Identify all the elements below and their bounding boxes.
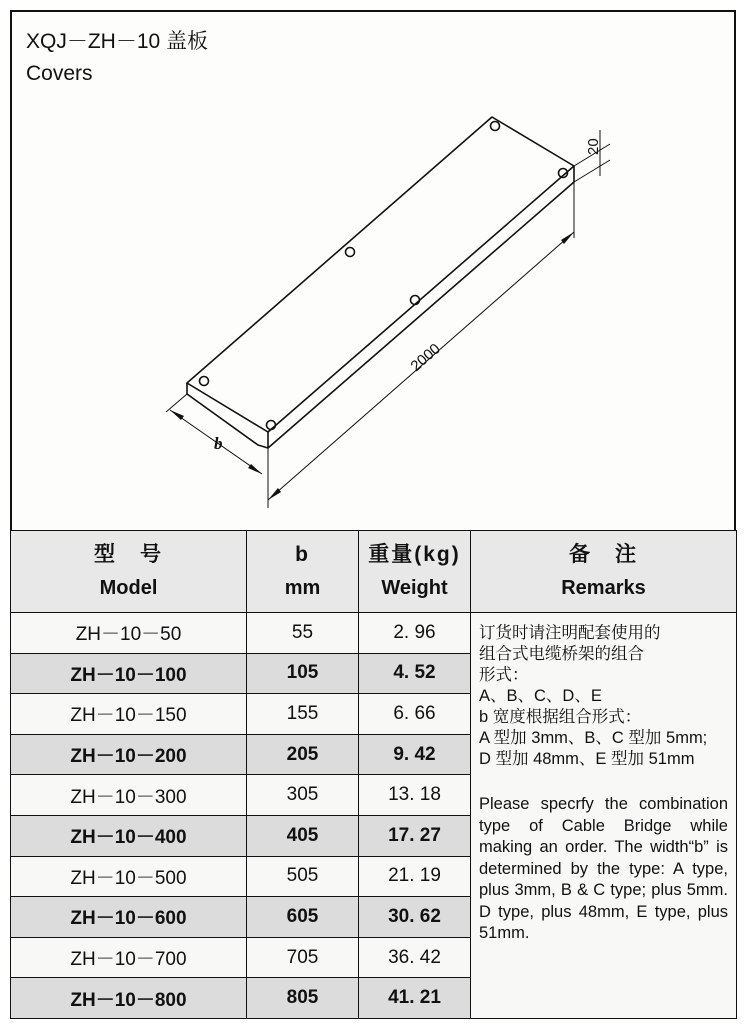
width-dim-label: b xyxy=(214,434,223,453)
remarks-zh-line: A 型加 3mm、B、C 型加 5mm; xyxy=(479,729,708,747)
weight-cell: 21. 19 xyxy=(359,856,471,897)
header-weight-en: Weight xyxy=(381,576,448,599)
header-b-label: b xyxy=(295,542,310,566)
b-cell: 155 xyxy=(247,694,359,735)
remarks-zh-line: D 型加 48mm、E 型加 51mm xyxy=(479,750,695,768)
height-dim-ext-2 xyxy=(574,160,610,182)
length-dim-arrow xyxy=(561,232,574,244)
weight-cell: 4. 52 xyxy=(359,653,471,694)
b-cell: 105 xyxy=(247,653,359,694)
b-cell: 205 xyxy=(247,734,359,775)
weight-cell: 2. 96 xyxy=(359,613,471,654)
table-row xyxy=(11,613,737,654)
b-cell: 505 xyxy=(247,856,359,897)
model-cell: ZH－10－150 xyxy=(11,694,247,735)
model-cell: ZH－10－800 xyxy=(11,978,247,1019)
weight-cell: 6. 66 xyxy=(359,694,471,735)
header-remarks-zh: 备 注 xyxy=(569,542,638,566)
weight-cell: 17. 27 xyxy=(359,815,471,856)
header-model-en: Model xyxy=(99,576,158,599)
model-cell: ZH－10－50 xyxy=(11,613,247,654)
model-cell: ZH－10－300 xyxy=(11,775,247,816)
header-weight xyxy=(359,531,471,613)
width-dim-arrow xyxy=(248,464,262,474)
length-dim-label: 2000 xyxy=(407,340,444,376)
mounting-hole xyxy=(200,377,209,386)
page-subtitle: Covers xyxy=(26,62,93,85)
page-title: XQJ－ZH－10 盖板 xyxy=(26,30,209,53)
weight-cell: 36. 42 xyxy=(359,937,471,978)
remarks-en: Please specrfy the combination type of Cable Bridge while making an order. The width“b” is determined by the type: A type, plus 3mm, B & C type; plus 5mm. D type, plus 48mm, E type, plus 51mm. xyxy=(479,795,728,942)
remarks-cell xyxy=(471,613,737,1019)
length-dim-arrow xyxy=(268,488,281,500)
b-cell: 405 xyxy=(247,815,359,856)
weight-cell: 30. 62 xyxy=(359,897,471,938)
b-cell: 805 xyxy=(247,978,359,1019)
remarks-zh-line: 形式： xyxy=(479,666,529,684)
header-model-zh: 型 号 xyxy=(94,542,163,566)
mounting-hole xyxy=(411,296,420,305)
cover-front-side xyxy=(268,166,574,448)
spec-table xyxy=(10,530,737,1019)
header-model xyxy=(11,531,247,613)
header-remarks-en: Remarks xyxy=(561,576,646,599)
header-remarks xyxy=(471,531,737,613)
mounting-hole xyxy=(491,122,500,131)
model-cell: ZH－10－500 xyxy=(11,856,247,897)
model-cell: ZH－10－700 xyxy=(11,937,247,978)
b-cell: 55 xyxy=(247,613,359,654)
remarks-zh-line: A、B、C、D、E xyxy=(479,687,602,705)
b-cell: 705 xyxy=(247,937,359,978)
remarks-zh-line: 订货时请注明配套使用的 xyxy=(479,624,661,642)
remarks-zh-line: 组合式电缆桥架的组合 xyxy=(479,645,644,663)
header-b xyxy=(247,531,359,613)
model-cell: ZH－10－400 xyxy=(11,815,247,856)
header-row xyxy=(11,531,737,613)
model-cell: ZH－10－200 xyxy=(11,734,247,775)
remarks-zh xyxy=(479,623,728,770)
remarks-zh-line: b 宽度根据组合形式： xyxy=(479,708,642,726)
cover-end-side xyxy=(187,383,268,448)
width-dim-ext xyxy=(166,394,187,412)
model-cell: ZH－10－600 xyxy=(11,897,247,938)
header-weight-zh: 重量(kg) xyxy=(368,542,461,566)
header-b-unit: mm xyxy=(284,576,321,599)
height-dim-label: 20 xyxy=(585,138,602,155)
weight-cell: 9. 42 xyxy=(359,734,471,775)
model-cell: ZH－10－100 xyxy=(11,653,247,694)
spec-table-wrapper xyxy=(10,530,736,1018)
width-dim-arrow xyxy=(170,410,184,420)
b-cell: 305 xyxy=(247,775,359,816)
mounting-hole xyxy=(346,248,355,257)
mounting-hole xyxy=(267,421,276,430)
cover-top-face xyxy=(187,117,574,432)
weight-cell: 41. 21 xyxy=(359,978,471,1019)
weight-cell: 13. 18 xyxy=(359,775,471,816)
b-cell: 605 xyxy=(247,897,359,938)
